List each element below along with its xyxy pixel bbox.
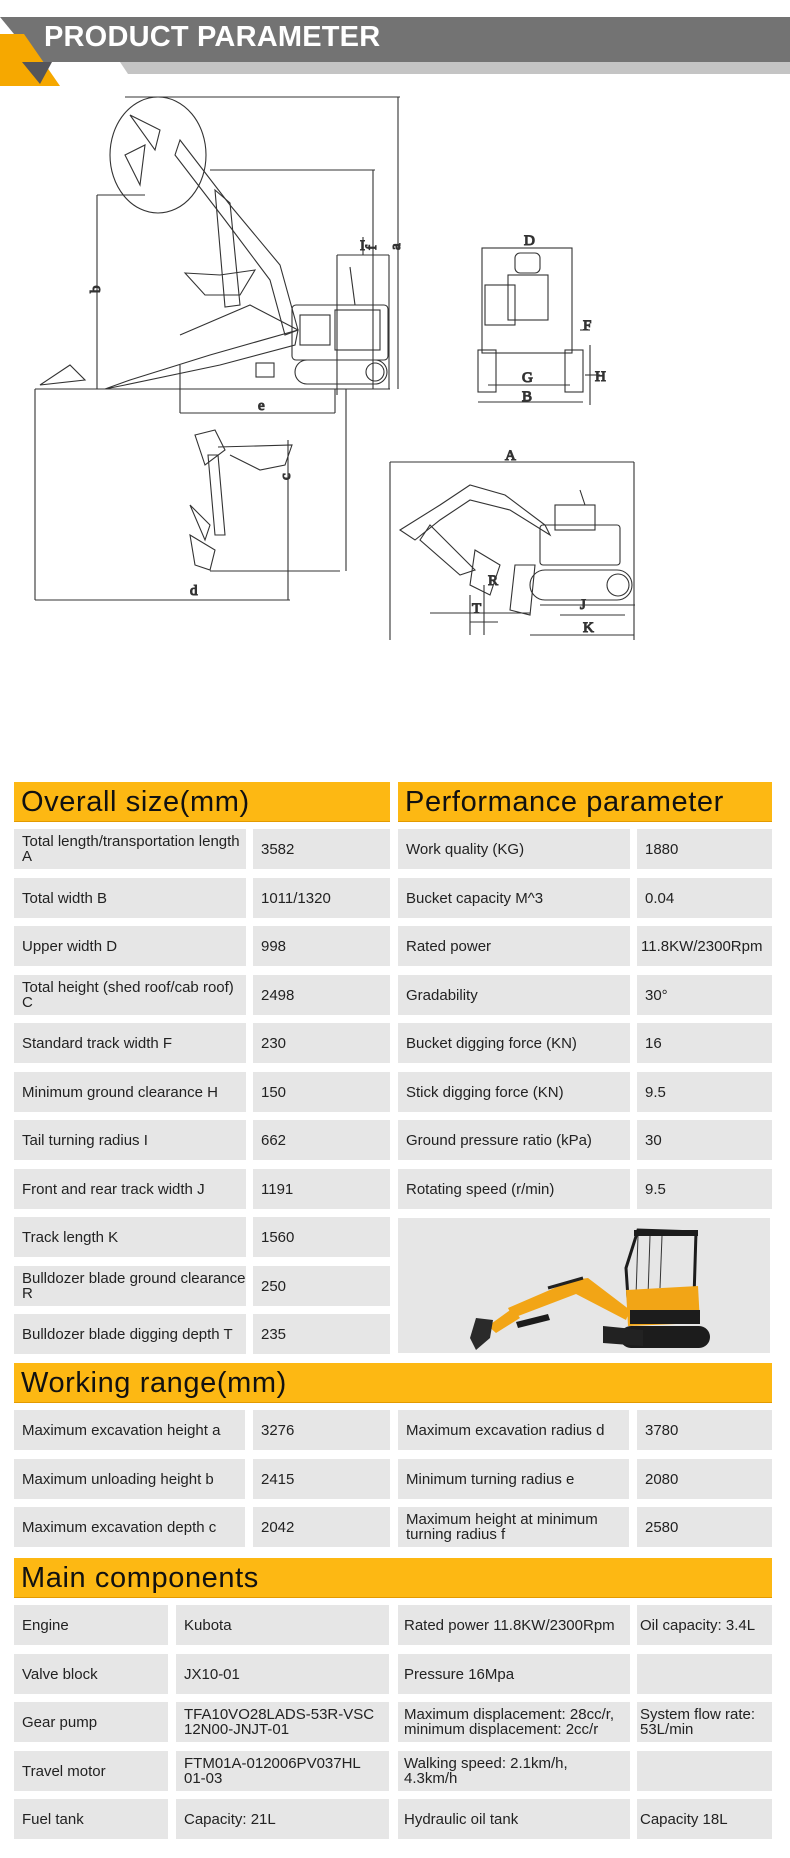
component-spec-extra: Oil capacity: 3.4L — [637, 1605, 772, 1645]
working-range-value: 2080 — [637, 1459, 772, 1499]
overall-size-label: Bulldozer blade digging depth T — [14, 1314, 246, 1354]
component-name: Gear pump — [14, 1702, 168, 1742]
component-spec: Walking speed: 2.1km/h, 4.3km/h — [398, 1751, 630, 1791]
dim-label-a: a — [388, 243, 404, 250]
working-range-label: Maximum excavation height a — [14, 1410, 245, 1450]
overall-size-value: 1011/1320 — [253, 878, 390, 918]
dim-label-J: J — [580, 597, 586, 613]
page-title: PRODUCT PARAMETER — [44, 21, 381, 53]
dim-label-R: R — [488, 573, 499, 589]
performance-heading: Performance parameter — [398, 782, 772, 822]
working-range-value: 2415 — [253, 1459, 390, 1499]
component-spec: Hydraulic oil tank — [398, 1799, 630, 1839]
working-range-label: Maximum excavation depth c — [14, 1507, 245, 1547]
overall-size-value: 2498 — [253, 975, 390, 1015]
overall-size-label: Standard track width F — [14, 1023, 246, 1063]
performance-label: Rated power — [398, 926, 630, 966]
overall-size-label: Minimum ground clearance H — [14, 1072, 246, 1112]
performance-value: 11.8KW/2300Rpm — [637, 926, 772, 966]
banner-underline — [120, 62, 790, 74]
dim-label-b: b — [88, 285, 104, 293]
performance-value: 1880 — [637, 829, 772, 869]
component-name: Engine — [14, 1605, 168, 1645]
component-model: TFA10VO28LADS-53R-VSC 12N00-JNJT-01 — [176, 1702, 389, 1742]
dim-label-D: D — [524, 233, 535, 249]
component-model: FTM01A-012006PV037HL 01-03 — [176, 1751, 389, 1791]
component-spec-extra: Capacity 18L — [637, 1799, 772, 1839]
overall-size-label: Total length/transportation length A — [14, 829, 246, 869]
dimension-drawing — [30, 95, 770, 755]
performance-value: 0.04 — [637, 878, 772, 918]
section-banner — [0, 0, 790, 90]
overall-size-value: 1191 — [253, 1169, 390, 1209]
overall-size-value: 150 — [253, 1072, 390, 1112]
dim-label-A: A — [505, 448, 516, 464]
overall-size-label: Front and rear track width J — [14, 1169, 246, 1209]
overall-size-label: Track length K — [14, 1217, 246, 1257]
performance-label: Ground pressure ratio (kPa) — [398, 1120, 630, 1160]
working-range-heading: Working range(mm) — [14, 1363, 772, 1403]
component-name: Valve block — [14, 1654, 168, 1694]
overall-size-value: 662 — [253, 1120, 390, 1160]
dim-label-d: d — [190, 583, 198, 599]
component-spec: Pressure 16Mpa — [398, 1654, 630, 1694]
working-range-label: Maximum height at minimum turning radius f — [398, 1507, 629, 1547]
overall-size-label: Bulldozer blade ground clearance R — [14, 1266, 246, 1306]
performance-label: Work quality (KG) — [398, 829, 630, 869]
component-spec-extra — [637, 1654, 772, 1694]
dim-label-e: e — [258, 398, 265, 414]
component-model: Capacity: 21L — [176, 1799, 389, 1839]
performance-value: 30° — [637, 975, 772, 1015]
component-name: Fuel tank — [14, 1799, 168, 1839]
overall-size-value: 1560 — [253, 1217, 390, 1257]
working-range-label: Maximum unloading height b — [14, 1459, 245, 1499]
dim-label-F: F — [583, 318, 592, 334]
main-components-heading: Main components — [14, 1558, 772, 1598]
dim-label-I: I — [360, 238, 365, 254]
performance-label: Rotating speed (r/min) — [398, 1169, 630, 1209]
overall-size-value: 3582 — [253, 829, 390, 869]
performance-label: Stick digging force (KN) — [398, 1072, 630, 1112]
overall-size-value: 250 — [253, 1266, 390, 1306]
working-range-label: Maximum excavation radius d — [398, 1410, 629, 1450]
overall-size-heading: Overall size(mm) — [14, 782, 390, 822]
overall-size-label: Tail turning radius I — [14, 1120, 246, 1160]
dim-label-G: G — [522, 370, 533, 386]
performance-value: 16 — [637, 1023, 772, 1063]
overall-size-label: Total height (shed roof/cab roof) C — [14, 975, 246, 1015]
performance-label: Gradability — [398, 975, 630, 1015]
dim-label-B: B — [522, 389, 533, 405]
product-photo — [398, 1218, 770, 1353]
working-range-value: 2042 — [253, 1507, 390, 1547]
performance-label: Bucket digging force (KN) — [398, 1023, 630, 1063]
working-range-value: 2580 — [637, 1507, 772, 1547]
working-range-value: 3780 — [637, 1410, 772, 1450]
performance-value: 9.5 — [637, 1169, 772, 1209]
dim-label-f: f — [364, 245, 380, 250]
component-name: Travel motor — [14, 1751, 168, 1791]
overall-size-value: 230 — [253, 1023, 390, 1063]
overall-size-value: 235 — [253, 1314, 390, 1354]
component-spec-extra — [637, 1751, 772, 1791]
dim-label-K: K — [583, 620, 594, 636]
performance-label: Bucket capacity M^3 — [398, 878, 630, 918]
performance-value: 9.5 — [637, 1072, 772, 1112]
dim-label-T: T — [472, 601, 482, 617]
working-range-label: Minimum turning radius e — [398, 1459, 629, 1499]
component-model: JX10-01 — [176, 1654, 389, 1694]
performance-value: 30 — [637, 1120, 772, 1160]
overall-size-value: 998 — [253, 926, 390, 966]
overall-size-label: Total width B — [14, 878, 246, 918]
working-range-value: 3276 — [253, 1410, 390, 1450]
dim-label-c: c — [278, 473, 294, 480]
component-spec: Rated power 11.8KW/2300Rpm — [398, 1605, 630, 1645]
component-model: Kubota — [176, 1605, 389, 1645]
component-spec-extra: System flow rate: 53L/min — [637, 1702, 772, 1742]
dim-label-H: H — [595, 369, 606, 385]
component-spec: Maximum displacement: 28cc/r, minimum displacement: 2cc/r — [398, 1702, 630, 1742]
overall-size-label: Upper width D — [14, 926, 246, 966]
